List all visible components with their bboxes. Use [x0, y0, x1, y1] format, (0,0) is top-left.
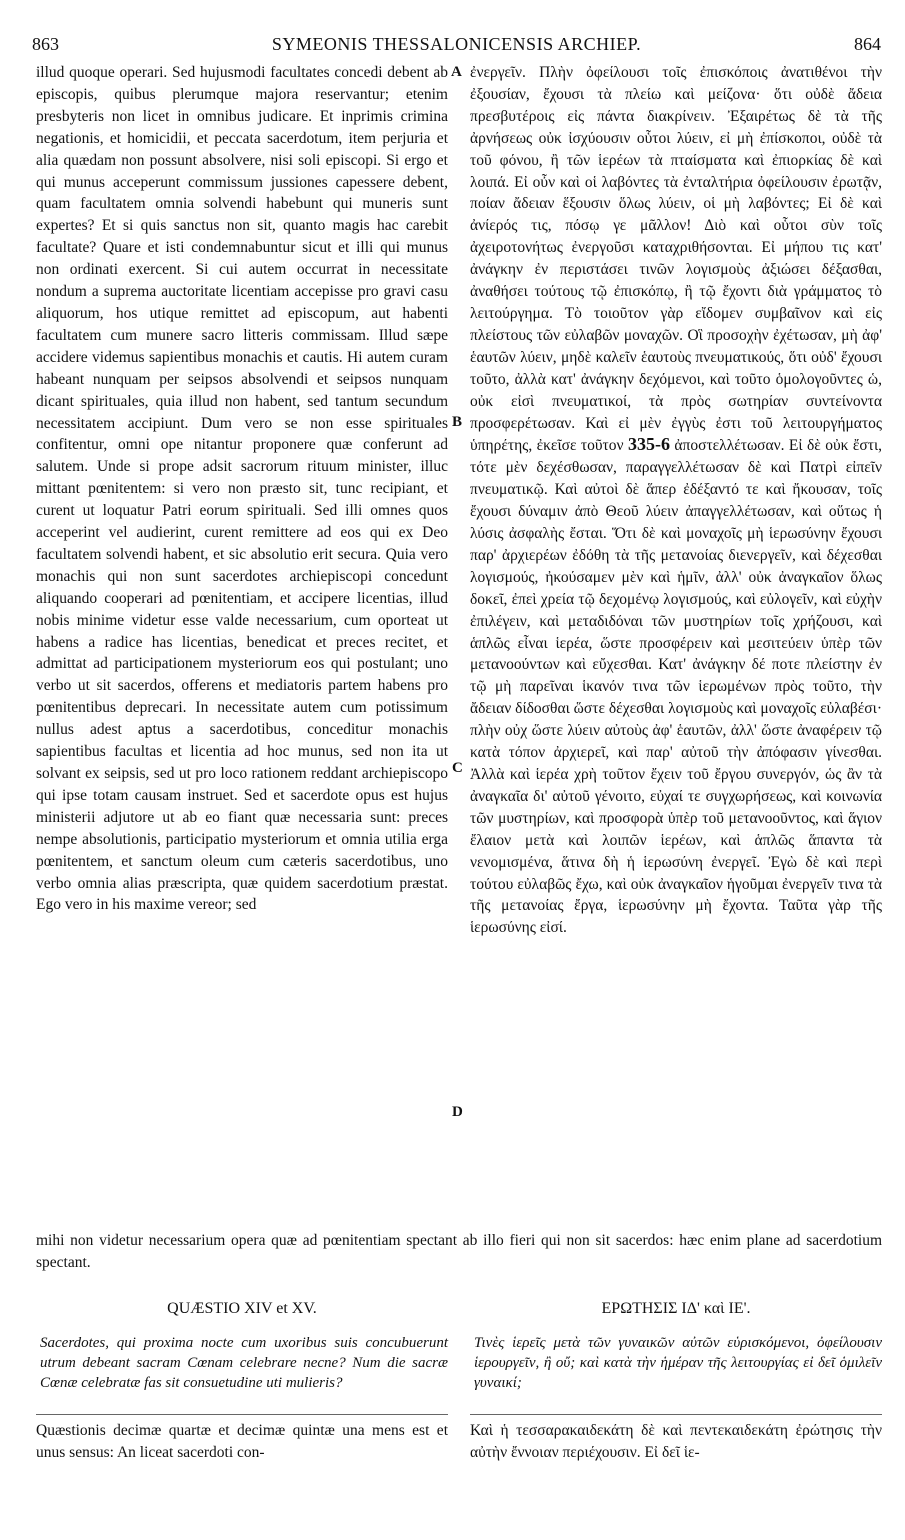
page-number-right: 864: [854, 34, 881, 54]
greek-text-part1: ἐνεργεῖν. Πλὴν ὀφείλουσι τοῖς ἐπισκόποις ἀνατιθένοι τὴν ἐξουσίαν, ἔχουσι τὰ πλείω καὶ μείζονα· ὅτι οὐδὲ ἄδεια πρεσβυτέροις εἰς πάντα διακρίνειν. Ἐξαιρέτως δὲ τὰ τῆς ἀρνήσεως οὐκ ἰσχύουσιν οὗτοι λύειν, εἰ μὴ ἐπίσκοποι, οὐδὲ τὰ τοῦ φόνου, ἢ τῶν ἱερέων τὰ πταίσματα καὶ ἐπιορκίας δὲ καὶ λοιπά. Εἰ οὖν καὶ οἱ λαβόντες τὰ ἐνταλτήρια ὀφείλουσιν ἐρωτᾷν, ποίαν ἄδειαν ἕξουσιν ὅλως λύειν, οἱ μὴ λαβόντες; Εἰ δὲ καὶ ἀνίερός τις, πόσῳ γε μᾶλλον! Διὸ καὶ οὗτοι σὺν τοῖς ἀχειροτονήτως ἐνεργοῦσι καταχριθήσονται. Εἰ μήπου τις κατ' ἀνάγκην ἐν περιστάσει τινῶν λογισμοὺς ἀξιώσει δέξασθαι, ἀναθήσει τούτους τῷ ἐπισκόπῳ, ἢ τῷ ἔχοντι διὰ γράμματος τὸ λειτούργημα. Τὸ τοιοῦτον γὰρ εἴδομεν συμβαῖνον καὶ εἰς πλείστους τῶν εὐλαβῶν μοναχῶν. Οἳ προσοχὴν ἐχέτωσαν, μὴ ἀφ' ἑαυτῶν λύειν, μηδὲ καλεῖν ἑαυτοὺς πνευματικούς, ὅτι οὐδ' ἔχουσι τοῦτο, ἀλλὰ κατ' ἀνάγκην δεχόμενοι, καὶ τοῦτο ὁμολογοῦντες ὡ, οὐκ εἰσὶ πνευματικοί, τὰ πρὸς σωτηρίαν συντείνοντα προσφερέτωσαν. Καὶ εἰ μὲν ἐγγὺς ἐστι τοῦ λειτουργήματος ὑπηρέτης, ἐκεῖσε τοῦτον: [470, 64, 882, 455]
question-title-latin: QUÆSTIO XIV et XV.: [167, 1300, 317, 1317]
latin-tail-text: mihi non videtur necessarium opera quæ ad pœnitentiam spectant ab illo fieri qui non sit sacerdos: hæc enim plane ad sacerdotium spectant.: [36, 1232, 882, 1271]
question-body-latin: Quæstionis decimæ quartæ et decimæ quintæ una mens est et unus sensus: An liceat sacerdoti con-: [36, 1422, 448, 1461]
section-marker-a: A: [451, 64, 462, 80]
column-reference-number: 335-6: [627, 434, 670, 455]
divider-latin: [36, 1414, 448, 1415]
question-body-greek: Καὶ ἡ τεσσαρακαιδεκάτη δὲ καὶ πεντεκαιδεκάτη ἐρώτησις τὴν αὐτὴν ἔννοιαν περιέχουσιν. Εἰ δεῖ ἱε-: [470, 1422, 882, 1461]
question-summary-greek: Τινὲς ἱερεῖς μετὰ τῶν γυναικῶν αὐτῶν εὑρισκόμενοι, ὀφείλουσιν ἱερουργεῖν, ἢ οὔ; καὶ κατὰ τὴν ἡμέραν τῆς λειτουργίας εἰ δεῖ ὁμιλεῖν γυναικί;: [474, 1335, 882, 1391]
question-title-greek: ΕΡΩΤΗΣΙΣ ΙΔ' καὶ ΙΕ'.: [601, 1300, 751, 1317]
greek-column: [470, 62, 882, 939]
section-marker-d: D: [452, 1104, 463, 1120]
greek-text-part2: ἀποστελλέτωσαν. Εἰ δὲ οὐκ ἔστι, τότε μὲν δεχέσθωσαν, παραγγελλέτωσαν δὲ καὶ Πατρὶ εἰπεῖν πνευματικῷ. Καὶ αὐτοὶ δὲ ἅπερ ἐδέξαντό τε καὶ ἤκουσαν, τοῖς ἔχουσι δύναμιν ἀπὸ Θεοῦ λύειν ἀπαγγελλέτωσαν, καὶ οὕτως ἡ λύσις ἀσφαλὴς ἔσται. Ὅτι δὲ καὶ μοναχοῖς μὴ ἱερωσύνην ἔχουσι παρ' ἀρχιερέων ἐδόθη τὰ τῆς μετανοίας διενεργεῖν, καὶ δέχεσθαι λογισμούς, ἠκούσαμεν μὲν καὶ ἡμῖν, ἀλλ' οὐκ ἀναγκαῖον ὅλως δοκεῖ, ἐπεὶ χρεία τῷ δεχομένῳ λογισμούς, καὶ εὐλογεῖν, καὶ εὐχὴν ἐπιλέγειν, καὶ μεταδιδόναι τῶν μυστηρίων τοῖς χρήζουσι, καὶ ἁπλῶς εἶναι ἱερέα, ὥστε προσφέρειν καὶ μεσιτεύειν ὑπὲρ τῶν μετανοούντων καὶ εὔχεσθαι. Κατ' ἀνάγκην δέ ποτε πλείστην ἐν τῷ μὴ παρεῖναι ἱκανόν τινα τῶν ἱερωμένων πρὸς τοῦτο, τὴν ἄδειαν δίδοσθαι ὥστε δέχεσθαι λογισμοὺς καὶ μοναχοῖς εὐλαβέσι· πλὴν οὐχ ὥστε λύειν αὐτοὺς ἀφ' ἑαυτῶν, ἀλλ' ὥστε ἀναφέρειν τῷ κατὰ τόπον ἀρχιερεῖ, καὶ παρ' αὐτοῦ τὴν ἀπόφασιν γίνεσθαι. Ἀλλὰ καὶ ἱερέα χρὴ τοῦτον ἔχειν τοῦ ἔργου συνεργόν, ὡς ἂν τὰ ἀναγκαῖα δι' αὐτοῦ γένοιτο, εὐχαί τε συγχωρήσεως, καὶ κοινωνία τῶν μυστηρίων, καὶ προσφορὰ ὑπὲρ τοῦ μετανοοῦντος, καὶ ἅγιον ἔλαιον μετὰ καὶ λοιπῶν ἱερέων, καὶ ἁπλῶς ἅπαντα τὰ νενομισμένα, ἅτινα δὴ ἡ ἱερωσύνη ἐνεργεῖ. Ἐγὼ δὲ καὶ περὶ τούτου εὐλαβῶς ἔχω, καὶ οὐκ ἀναγκαῖον ἡγοῦμαι ἐνεργεῖν τινα τὰ τῆς μετανοίας ἔργα, ἱερωσύνην μὴ ἔχοντα. Ταῦτα γὰρ τῆς ἱερωσύνης εἰσί.: [470, 437, 883, 937]
question-summary-latin: Sacerdotes, qui proxima nocte cum uxoribus suis concubuerunt utrum debeant sacram Cœnam celebrare necne? Num die sacræ Cœnæ celebratæ fas sit consuetudine uti mulieris?: [40, 1335, 448, 1391]
section-marker-c: C: [452, 760, 463, 776]
divider-greek: [470, 1414, 882, 1415]
running-title: SYMEONIS THESSALONICENSIS ARCHIEP.: [271, 34, 642, 54]
running-header: [32, 34, 881, 58]
latin-text: illud quoque operari. Sed hujusmodi facultates concedi debent ab episcopis, quibus plerumque majora reservantur; etenim presbyteris non licet in omnibus judicare. Et inprimis crimina negationis, et homicidii, et peccata sacerdotum, item perjuria et alia quædam non possunt absolvere, nisi soli episcopi. Si ergo et qui munus acceperunt commissum jussiones capessere debent, quam facultatem omnia solvendi habebunt qui muneris sunt expertes? Et si quis sanctus non sit, quanto magis hac carebit facultate? Quare et isti condemnabuntur sicut et illi qui munus non ordinati exercent. Si cui autem occurrat in necessitate nondum a suprema auctoritate licentiam accepisse pro gravi casu aliquorum, hos utique remittet ad episcopum, aut habenti facultatem cum munere sacro litteris commissam. Illud sæpe accidere videmus sapientibus monachis et cautis. Hi autem curam habeant nunquam per seipsos absolvendi et seipsos nunquam dicant spirituales, quia illud non habent, sed tantum secundum necessitatem accipiunt. Dum vero se non esse spirituales confitentur, omni ope nitantur proponere quæ conferunt ad salutem. Unde si prope adsit sacrorum rituum minister, illuc mittant pœnitentem: si vero non præsto sit, tunc recipiant, et curent ut loquatur Patri eorum spirituali. Sed illi omnes quos acceperint vel audierint, curent remittere ad eos qui ex Deo facultatem solvendi habent, et sic absolutio erit secura. Quia vero monachis qui non sunt sacerdotes archiepiscopi concedunt aliquando cooperari ad pœnitentiam, et accipere licentias, illud nobis minime videtur esse valde necessarium, cum oporteat ut habens a radice has licentias, benedicat et preces recitet, et admittat ad participationem mysteriorum eos qui postulant; uno verbo ut sit sacerdos, offerens et mediatoris partem habens pro pœnitentibus deprecari. In necessitate autem cum potissimum nullus adest aptus a sacerdotibus, conceditur monachis sapientibus facultas et licentia ad hoc munus, sed non ita ut solvant ex seipsis, sed ut pro loco rationem reddant archiepiscopo qui ipse totam causam instruet. Sed et sacerdote opus est hujus ministerii adjutore ut ab eo fiant quæ necessaria sunt: preces nempe absolutionis, participatio mysteriorum et omnia utilia erga pœnitentem, et sanctum oleum cum cæteris sacerdotibus, uno verbo omnia alias præscripta, quæ quidem sacerdotium præstat. Ego vero in his maxime vereor; sed: [36, 64, 448, 914]
page-number-left: 863: [32, 34, 59, 54]
latin-column: [36, 62, 448, 916]
section-marker-b: B: [452, 414, 463, 430]
